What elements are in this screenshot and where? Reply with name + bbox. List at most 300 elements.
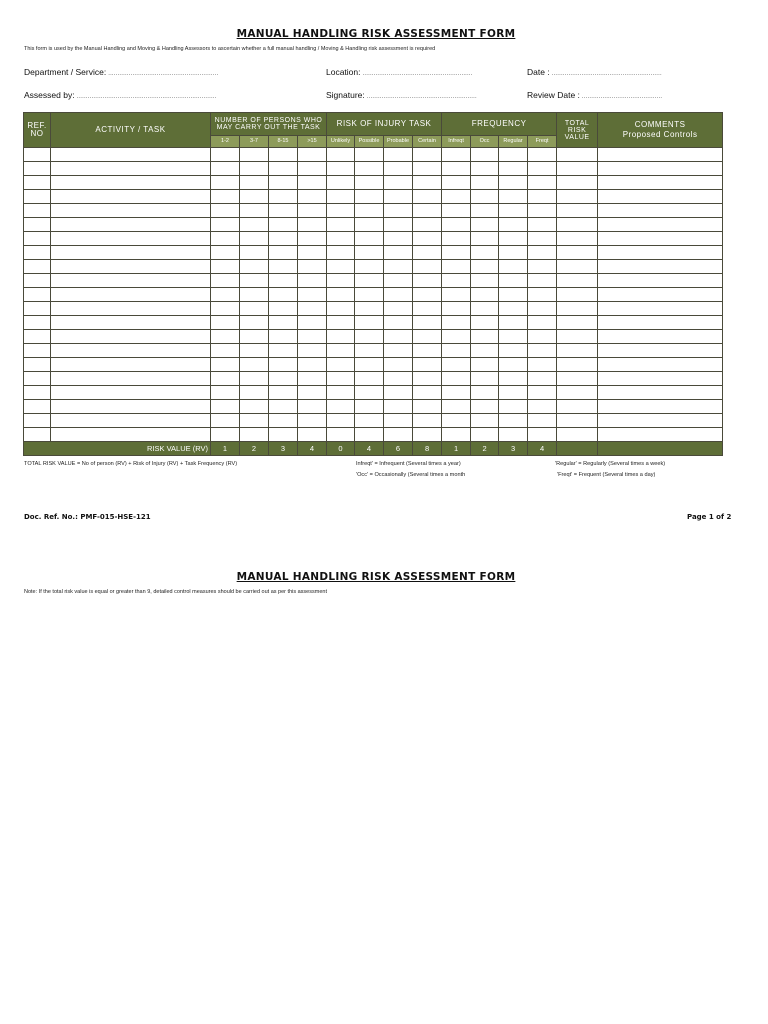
- table-cell[interactable]: [51, 316, 211, 330]
- table-cell[interactable]: [598, 288, 723, 302]
- table-cell[interactable]: [471, 274, 499, 288]
- table-cell[interactable]: [327, 162, 355, 176]
- table-cell[interactable]: [528, 260, 557, 274]
- table-cell[interactable]: [471, 260, 499, 274]
- table-cell[interactable]: [413, 414, 442, 428]
- table-cell[interactable]: [528, 176, 557, 190]
- table-cell[interactable]: [269, 274, 298, 288]
- table-cell[interactable]: [499, 204, 528, 218]
- assessed-by-field[interactable]: [24, 90, 217, 100]
- table-cell[interactable]: [384, 344, 413, 358]
- table-cell[interactable]: [384, 316, 413, 330]
- table-cell[interactable]: [24, 316, 51, 330]
- table-cell[interactable]: [557, 218, 598, 232]
- table-cell[interactable]: [528, 274, 557, 288]
- table-cell[interactable]: [298, 176, 327, 190]
- table-cell[interactable]: [442, 274, 471, 288]
- table-cell[interactable]: [442, 428, 471, 442]
- table-cell[interactable]: [298, 400, 327, 414]
- table-cell[interactable]: [471, 372, 499, 386]
- table-cell[interactable]: [240, 302, 269, 316]
- table-cell[interactable]: [442, 232, 471, 246]
- table-cell[interactable]: [413, 246, 442, 260]
- table-cell[interactable]: [240, 218, 269, 232]
- table-cell[interactable]: [355, 372, 384, 386]
- signature-field[interactable]: [326, 90, 477, 100]
- table-cell[interactable]: [413, 288, 442, 302]
- table-cell[interactable]: [211, 316, 240, 330]
- table-cell[interactable]: [24, 218, 51, 232]
- table-cell[interactable]: [413, 316, 442, 330]
- table-cell[interactable]: [327, 414, 355, 428]
- table-cell[interactable]: [327, 246, 355, 260]
- table-cell[interactable]: [528, 400, 557, 414]
- review-date-field[interactable]: [527, 90, 662, 100]
- table-cell[interactable]: [269, 428, 298, 442]
- table-cell[interactable]: [298, 162, 327, 176]
- table-cell[interactable]: [240, 162, 269, 176]
- table-cell[interactable]: [499, 246, 528, 260]
- table-cell[interactable]: [327, 232, 355, 246]
- table-cell[interactable]: [598, 372, 723, 386]
- table-cell[interactable]: [384, 414, 413, 428]
- table-cell[interactable]: [528, 218, 557, 232]
- table-cell[interactable]: [528, 232, 557, 246]
- table-cell[interactable]: [51, 344, 211, 358]
- table-cell[interactable]: [355, 148, 384, 162]
- table-cell[interactable]: [557, 358, 598, 372]
- table-cell[interactable]: [471, 358, 499, 372]
- table-cell[interactable]: [269, 316, 298, 330]
- table-cell[interactable]: [355, 218, 384, 232]
- table-cell[interactable]: [240, 344, 269, 358]
- table-cell[interactable]: [499, 302, 528, 316]
- table-cell[interactable]: [499, 274, 528, 288]
- table-cell[interactable]: [413, 204, 442, 218]
- table-cell[interactable]: [499, 316, 528, 330]
- table-cell[interactable]: [442, 176, 471, 190]
- table-cell[interactable]: [471, 288, 499, 302]
- table-cell[interactable]: [384, 428, 413, 442]
- table-cell[interactable]: [211, 260, 240, 274]
- table-cell[interactable]: [24, 358, 51, 372]
- table-cell[interactable]: [240, 274, 269, 288]
- table-cell[interactable]: [471, 204, 499, 218]
- table-cell[interactable]: [499, 344, 528, 358]
- table-cell[interactable]: [269, 162, 298, 176]
- table-cell[interactable]: [557, 204, 598, 218]
- table-cell[interactable]: [499, 386, 528, 400]
- table-cell[interactable]: [298, 204, 327, 218]
- table-cell[interactable]: [384, 246, 413, 260]
- table-cell[interactable]: [327, 288, 355, 302]
- table-cell[interactable]: [499, 288, 528, 302]
- table-cell[interactable]: [557, 372, 598, 386]
- table-cell[interactable]: [557, 316, 598, 330]
- table-cell[interactable]: [355, 302, 384, 316]
- table-cell[interactable]: [384, 400, 413, 414]
- table-cell[interactable]: [327, 428, 355, 442]
- table-cell[interactable]: [327, 148, 355, 162]
- table-cell[interactable]: [327, 400, 355, 414]
- table-cell[interactable]: [442, 302, 471, 316]
- table-cell[interactable]: [51, 260, 211, 274]
- table-cell[interactable]: [442, 386, 471, 400]
- table-cell[interactable]: [211, 232, 240, 246]
- table-cell[interactable]: [211, 288, 240, 302]
- table-cell[interactable]: [528, 372, 557, 386]
- table-cell[interactable]: [51, 274, 211, 288]
- table-cell[interactable]: [240, 316, 269, 330]
- table-cell[interactable]: [240, 204, 269, 218]
- table-cell[interactable]: [557, 162, 598, 176]
- table-cell[interactable]: [24, 414, 51, 428]
- table-cell[interactable]: [298, 316, 327, 330]
- table-cell[interactable]: [442, 204, 471, 218]
- table-cell[interactable]: [598, 148, 723, 162]
- table-cell[interactable]: [499, 330, 528, 344]
- table-cell[interactable]: [598, 358, 723, 372]
- table-cell[interactable]: [557, 148, 598, 162]
- table-cell[interactable]: [24, 148, 51, 162]
- table-cell[interactable]: [211, 204, 240, 218]
- table-cell[interactable]: [499, 358, 528, 372]
- table-cell[interactable]: [269, 414, 298, 428]
- table-cell[interactable]: [557, 330, 598, 344]
- table-cell[interactable]: [211, 176, 240, 190]
- table-cell[interactable]: [269, 288, 298, 302]
- table-cell[interactable]: [51, 148, 211, 162]
- table-cell[interactable]: [413, 218, 442, 232]
- table-cell[interactable]: [442, 288, 471, 302]
- table-cell[interactable]: [240, 260, 269, 274]
- table-cell[interactable]: [298, 274, 327, 288]
- table-cell[interactable]: [471, 218, 499, 232]
- table-cell[interactable]: [528, 428, 557, 442]
- table-cell[interactable]: [298, 330, 327, 344]
- table-cell[interactable]: [24, 232, 51, 246]
- table-cell[interactable]: [384, 162, 413, 176]
- table-cell[interactable]: [442, 162, 471, 176]
- table-cell[interactable]: [598, 400, 723, 414]
- table-cell[interactable]: [557, 386, 598, 400]
- table-cell[interactable]: [413, 274, 442, 288]
- table-cell[interactable]: [240, 246, 269, 260]
- table-cell[interactable]: [298, 344, 327, 358]
- table-cell[interactable]: [413, 190, 442, 204]
- table-cell[interactable]: [413, 428, 442, 442]
- table-cell[interactable]: [51, 176, 211, 190]
- table-cell[interactable]: [413, 148, 442, 162]
- table-cell[interactable]: [211, 190, 240, 204]
- table-cell[interactable]: [499, 400, 528, 414]
- table-cell[interactable]: [51, 162, 211, 176]
- table-cell[interactable]: [598, 316, 723, 330]
- table-cell[interactable]: [528, 148, 557, 162]
- table-cell[interactable]: [413, 232, 442, 246]
- table-cell[interactable]: [413, 344, 442, 358]
- table-cell[interactable]: [442, 330, 471, 344]
- table-cell[interactable]: [269, 302, 298, 316]
- table-cell[interactable]: [442, 218, 471, 232]
- table-cell[interactable]: [355, 204, 384, 218]
- table-cell[interactable]: [24, 330, 51, 344]
- table-cell[interactable]: [269, 400, 298, 414]
- table-cell[interactable]: [557, 274, 598, 288]
- table-cell[interactable]: [528, 246, 557, 260]
- table-cell[interactable]: [384, 148, 413, 162]
- table-cell[interactable]: [442, 190, 471, 204]
- table-cell[interactable]: [211, 386, 240, 400]
- table-cell[interactable]: [557, 414, 598, 428]
- table-cell[interactable]: [298, 246, 327, 260]
- table-cell[interactable]: [269, 218, 298, 232]
- table-cell[interactable]: [269, 246, 298, 260]
- table-cell[interactable]: [413, 386, 442, 400]
- table-cell[interactable]: [471, 162, 499, 176]
- table-cell[interactable]: [384, 176, 413, 190]
- table-cell[interactable]: [598, 260, 723, 274]
- table-cell[interactable]: [471, 428, 499, 442]
- table-cell[interactable]: [557, 400, 598, 414]
- table-cell[interactable]: [327, 372, 355, 386]
- table-cell[interactable]: [598, 274, 723, 288]
- table-cell[interactable]: [269, 232, 298, 246]
- table-cell[interactable]: [355, 260, 384, 274]
- table-cell[interactable]: [211, 372, 240, 386]
- table-cell[interactable]: [240, 372, 269, 386]
- table-cell[interactable]: [211, 218, 240, 232]
- table-cell[interactable]: [327, 204, 355, 218]
- table-cell[interactable]: [413, 162, 442, 176]
- table-cell[interactable]: [598, 190, 723, 204]
- table-cell[interactable]: [327, 190, 355, 204]
- table-cell[interactable]: [269, 190, 298, 204]
- table-cell[interactable]: [471, 148, 499, 162]
- table-cell[interactable]: [598, 176, 723, 190]
- table-cell[interactable]: [384, 386, 413, 400]
- table-cell[interactable]: [557, 288, 598, 302]
- table-cell[interactable]: [384, 218, 413, 232]
- table-cell[interactable]: [355, 316, 384, 330]
- table-cell[interactable]: [211, 162, 240, 176]
- table-cell[interactable]: [442, 372, 471, 386]
- table-cell[interactable]: [413, 260, 442, 274]
- table-cell[interactable]: [471, 330, 499, 344]
- table-cell[interactable]: [24, 204, 51, 218]
- table-cell[interactable]: [24, 400, 51, 414]
- table-cell[interactable]: [211, 246, 240, 260]
- table-cell[interactable]: [384, 204, 413, 218]
- table-cell[interactable]: [24, 260, 51, 274]
- table-cell[interactable]: [442, 344, 471, 358]
- table-cell[interactable]: [298, 260, 327, 274]
- table-cell[interactable]: [598, 330, 723, 344]
- table-cell[interactable]: [471, 190, 499, 204]
- table-cell[interactable]: [51, 288, 211, 302]
- table-cell[interactable]: [24, 386, 51, 400]
- table-cell[interactable]: [24, 372, 51, 386]
- table-cell[interactable]: [327, 358, 355, 372]
- table-cell[interactable]: [211, 428, 240, 442]
- table-cell[interactable]: [51, 372, 211, 386]
- table-cell[interactable]: [471, 232, 499, 246]
- table-cell[interactable]: [24, 428, 51, 442]
- table-cell[interactable]: [528, 414, 557, 428]
- table-cell[interactable]: [298, 386, 327, 400]
- table-cell[interactable]: [471, 386, 499, 400]
- table-cell[interactable]: [471, 246, 499, 260]
- table-cell[interactable]: [499, 414, 528, 428]
- table-cell[interactable]: [499, 176, 528, 190]
- table-cell[interactable]: [24, 274, 51, 288]
- table-cell[interactable]: [528, 190, 557, 204]
- table-cell[interactable]: [51, 302, 211, 316]
- table-cell[interactable]: [269, 344, 298, 358]
- table-cell[interactable]: [24, 162, 51, 176]
- table-cell[interactable]: [598, 302, 723, 316]
- table-cell[interactable]: [528, 344, 557, 358]
- table-cell[interactable]: [384, 358, 413, 372]
- table-cell[interactable]: [355, 400, 384, 414]
- table-cell[interactable]: [51, 330, 211, 344]
- table-cell[interactable]: [528, 358, 557, 372]
- table-cell[interactable]: [355, 358, 384, 372]
- table-cell[interactable]: [298, 218, 327, 232]
- table-cell[interactable]: [298, 190, 327, 204]
- table-cell[interactable]: [240, 190, 269, 204]
- table-cell[interactable]: [557, 344, 598, 358]
- table-cell[interactable]: [240, 386, 269, 400]
- table-cell[interactable]: [269, 176, 298, 190]
- table-cell[interactable]: [355, 414, 384, 428]
- table-cell[interactable]: [327, 316, 355, 330]
- table-cell[interactable]: [413, 400, 442, 414]
- table-cell[interactable]: [413, 372, 442, 386]
- location-field[interactable]: [326, 67, 473, 77]
- table-cell[interactable]: [24, 344, 51, 358]
- table-cell[interactable]: [442, 148, 471, 162]
- table-cell[interactable]: [298, 358, 327, 372]
- table-cell[interactable]: [24, 246, 51, 260]
- table-cell[interactable]: [413, 358, 442, 372]
- table-cell[interactable]: [471, 316, 499, 330]
- table-cell[interactable]: [557, 260, 598, 274]
- table-cell[interactable]: [51, 414, 211, 428]
- table-cell[interactable]: [269, 148, 298, 162]
- table-cell[interactable]: [413, 176, 442, 190]
- table-cell[interactable]: [51, 246, 211, 260]
- table-cell[interactable]: [240, 358, 269, 372]
- table-cell[interactable]: [211, 330, 240, 344]
- table-cell[interactable]: [528, 162, 557, 176]
- table-cell[interactable]: [442, 246, 471, 260]
- table-cell[interactable]: [327, 344, 355, 358]
- table-cell[interactable]: [51, 204, 211, 218]
- table-cell[interactable]: [240, 288, 269, 302]
- table-cell[interactable]: [598, 344, 723, 358]
- table-cell[interactable]: [355, 428, 384, 442]
- table-cell[interactable]: [298, 428, 327, 442]
- table-cell[interactable]: [51, 232, 211, 246]
- table-cell[interactable]: [499, 232, 528, 246]
- table-cell[interactable]: [269, 330, 298, 344]
- table-cell[interactable]: [24, 302, 51, 316]
- table-cell[interactable]: [557, 176, 598, 190]
- table-cell[interactable]: [298, 372, 327, 386]
- table-cell[interactable]: [327, 386, 355, 400]
- table-cell[interactable]: [355, 330, 384, 344]
- table-cell[interactable]: [442, 260, 471, 274]
- table-cell[interactable]: [355, 232, 384, 246]
- table-cell[interactable]: [269, 372, 298, 386]
- table-cell[interactable]: [211, 414, 240, 428]
- table-cell[interactable]: [598, 204, 723, 218]
- table-cell[interactable]: [298, 302, 327, 316]
- table-cell[interactable]: [528, 302, 557, 316]
- table-cell[interactable]: [327, 330, 355, 344]
- table-cell[interactable]: [384, 232, 413, 246]
- table-cell[interactable]: [471, 414, 499, 428]
- table-cell[interactable]: [269, 204, 298, 218]
- table-cell[interactable]: [211, 400, 240, 414]
- table-cell[interactable]: [240, 428, 269, 442]
- table-cell[interactable]: [384, 330, 413, 344]
- table-cell[interactable]: [51, 190, 211, 204]
- table-cell[interactable]: [355, 344, 384, 358]
- table-cell[interactable]: [471, 400, 499, 414]
- table-cell[interactable]: [442, 414, 471, 428]
- table-cell[interactable]: [598, 232, 723, 246]
- table-cell[interactable]: [557, 232, 598, 246]
- table-cell[interactable]: [298, 148, 327, 162]
- table-cell[interactable]: [557, 428, 598, 442]
- table-cell[interactable]: [327, 260, 355, 274]
- table-cell[interactable]: [598, 386, 723, 400]
- table-cell[interactable]: [51, 358, 211, 372]
- table-cell[interactable]: [499, 372, 528, 386]
- table-cell[interactable]: [384, 260, 413, 274]
- table-cell[interactable]: [51, 400, 211, 414]
- table-cell[interactable]: [240, 148, 269, 162]
- table-cell[interactable]: [269, 386, 298, 400]
- table-cell[interactable]: [384, 302, 413, 316]
- table-cell[interactable]: [327, 302, 355, 316]
- table-cell[interactable]: [499, 428, 528, 442]
- table-cell[interactable]: [499, 260, 528, 274]
- table-cell[interactable]: [598, 428, 723, 442]
- table-cell[interactable]: [471, 344, 499, 358]
- table-cell[interactable]: [413, 330, 442, 344]
- table-cell[interactable]: [384, 274, 413, 288]
- table-cell[interactable]: [598, 414, 723, 428]
- table-cell[interactable]: [528, 288, 557, 302]
- table-cell[interactable]: [598, 162, 723, 176]
- table-cell[interactable]: [442, 358, 471, 372]
- table-cell[interactable]: [528, 386, 557, 400]
- table-cell[interactable]: [327, 218, 355, 232]
- table-cell[interactable]: [269, 358, 298, 372]
- table-cell[interactable]: [355, 162, 384, 176]
- table-cell[interactable]: [51, 218, 211, 232]
- table-cell[interactable]: [471, 302, 499, 316]
- table-cell[interactable]: [355, 386, 384, 400]
- table-cell[interactable]: [499, 218, 528, 232]
- table-cell[interactable]: [557, 302, 598, 316]
- table-cell[interactable]: [557, 190, 598, 204]
- table-cell[interactable]: [240, 400, 269, 414]
- table-cell[interactable]: [327, 176, 355, 190]
